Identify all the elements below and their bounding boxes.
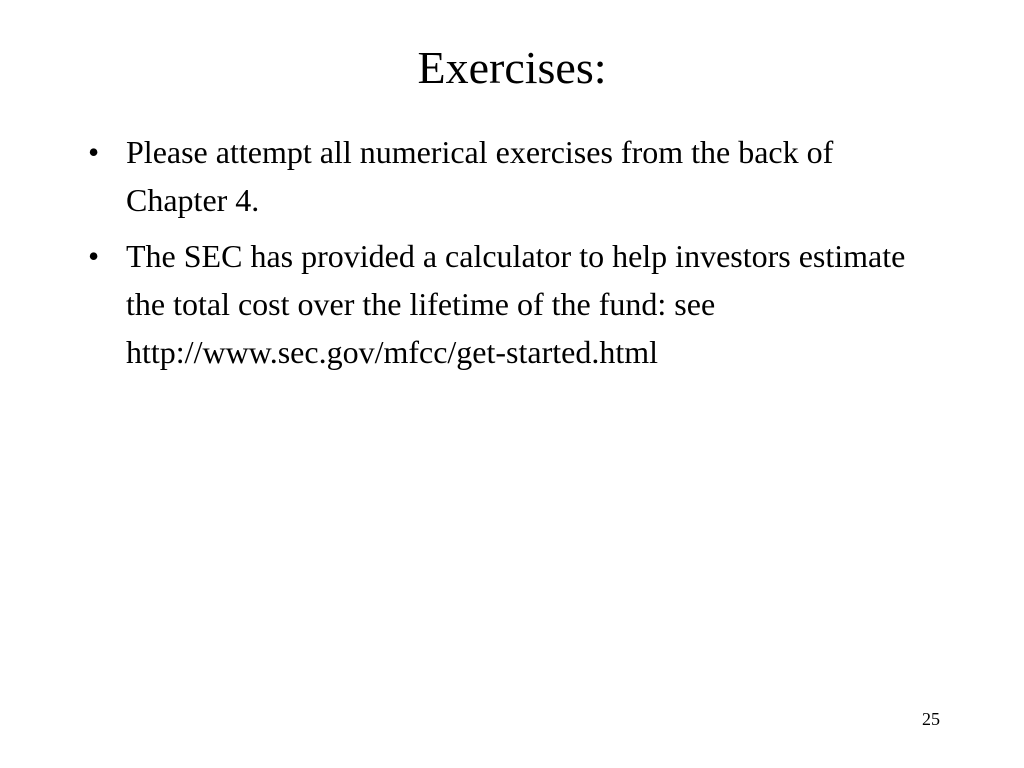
bullet-marker-icon: • <box>88 134 100 170</box>
bullet-marker-icon: • <box>88 238 100 274</box>
bullet-item-sec-calculator <box>80 232 930 376</box>
bullet-item-exercises <box>80 128 930 224</box>
bullet-text: Please attempt all numerical exercises from the back of Chapter 4. <box>126 134 834 218</box>
slide-title: Exercises: <box>417 42 607 93</box>
bullet-text: The SEC has provided a calculator to help investors estimate the total cost over the lifetime of the fund: see http://www.sec.gov/mfcc/get-started.html <box>126 238 906 370</box>
page-number: 25 <box>922 709 940 729</box>
bullet-list <box>80 128 930 384</box>
